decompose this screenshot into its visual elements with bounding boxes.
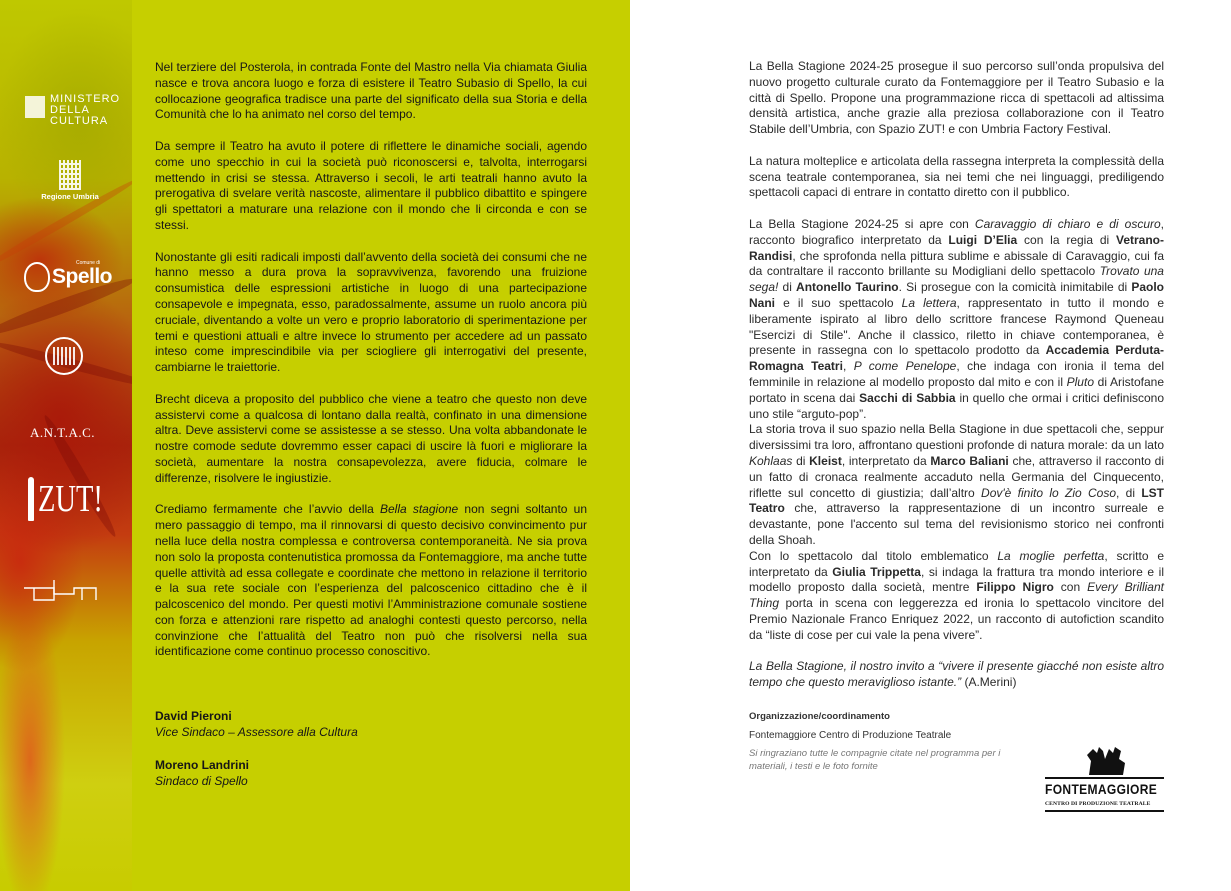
ministero-cultura-logo <box>22 93 132 127</box>
text-run: , racconto biografico interpretato da <box>749 216 1165 247</box>
text-run-italic: La moglie perfetta <box>997 548 1105 563</box>
zut-logo <box>28 475 108 525</box>
text-run-bold: Accademia Perduta-Romagna Teatri <box>749 343 1164 374</box>
text-run: , rappresentato in tutto il mondo e liberamente ispirato al libro dello scrittore francese Raymond Queneau "Esercizi di Stile". Anche il classico, riletto in chiave contemporanea, è presente in rassegna con lo spettacolo prodotto da <box>749 295 1164 358</box>
text-run-bold: LST Teatro <box>749 485 1164 516</box>
paragraph: Nonostante gli esiti radicali imposti dall’avvento della società dei consumi che ne hanno messo a dura prova la sopravvivenza, favorendo una fruizione consumistica delle espressioni artistiche in luogo di una partecipazione consapevole e impegnata, esso, paradossalmente, assume un ruolo ancora più cruciale, diventando a volte un vero e proprio laboratorio di sperimentazione per temi e questioni attuali e altre invece lo strumento per accedere ad un passato inteso come imprescindibile via per sciogliere gli interrogativi del presente, cambiarne le traiettorie. <box>155 249 587 375</box>
text-run: , che sprofonda nella pittura sublime e abissale di Caravaggio, cui fa da contraltare il racconto brillante su Modigliani dello spettacolo <box>749 248 1164 279</box>
paragraph: Brecht diceva a proposito del pubblico che viene a teatro che questo non deve assistervi come a qualcosa di lontano dalla realtà, confinato in una dimensione altra. Deve assistervi come se assistesse a se stesso. Una volta abbandonate le nostre comode sedute dovremmo esser capaci di uscire là fuori e migliorare la società, aumentare la nostra consapevolezza, avere fiducia, colmare le differenze, risolvere le ingiustizie. <box>155 391 587 485</box>
text-run: con <box>1053 580 1088 595</box>
text-run: di <box>778 280 797 295</box>
text-run: Crediamo fermamente che l’avvio della <box>155 502 380 517</box>
regione-umbria-logo <box>20 160 120 205</box>
dgn-logo <box>24 580 104 610</box>
text-run: porta in scena con leggerezza ed ironia lo spettacolo vincitore del Premio Nazionale Franco Enriquez 2022, un racconto di autofiction scandito da “liste di cose per cui vale la pena vivere”. <box>749 596 1164 642</box>
text-run: di Aristofane portato in scena dai <box>749 374 1165 405</box>
closing-quote <box>749 659 1164 691</box>
credits-block <box>749 711 1019 773</box>
text-run-bold: Sacchi di Sabbia <box>859 390 956 405</box>
text-run-bold: Vetrano-Randisi <box>749 232 1164 263</box>
paragraph <box>749 549 1164 644</box>
text-run-bold: Luigi D’Elia <box>948 232 1018 247</box>
text-run: , che indaga con ironia il tema del femminile in relazione al modello proposto dal mito e con il <box>749 359 1165 389</box>
text-run: Con lo spettacolo dal titolo emblematico <box>749 548 998 563</box>
signature-block <box>155 708 358 740</box>
text-run: che, attraverso il racconto di un fatto di cronaca realmente accaduto nella Germania del Cinquecento, riflette sul concetto di giustizia; dall’altro <box>749 453 1165 500</box>
paragraph <box>155 502 587 660</box>
text-run-italic: La lettera <box>901 295 957 310</box>
figure-icon <box>28 477 34 521</box>
paragraph <box>749 422 1164 548</box>
quote-text: La Bella Stagione, il nostro invito a “vivere il presente giacché non esiste altro tempo che questo meraviglioso istante.” <box>749 659 1164 690</box>
signature-block <box>155 757 249 789</box>
divider <box>1045 810 1164 812</box>
credits-thanks: Si ringraziano tutte le compagnie citate nel programma per i materiali, i testi e le foto fornite <box>749 748 1001 772</box>
crest-icon <box>24 262 50 292</box>
paragraph: Da sempre il Teatro ha avuto il potere di riflettere le dinamiche sociali, agendo come uno specchio in cui la società può riconoscersi e, talvolta, interrogarsi mettendo in crisi se stessa. Attraverso i secoli, le arti teatrali hanno avuto la prerogativa di svelare verità nascoste, alimentare il pubblico dibattito e spingere gli spettatori a maturare una relazione con il mondo che li circonda e con se stessi. <box>155 138 587 232</box>
signature-name: Moreno Landrini <box>155 758 249 772</box>
credits-organization: Fontemaggiore Centro di Produzione Teatrale <box>749 730 952 741</box>
flower-photo-strip <box>0 0 132 891</box>
text-run: . Si prosegue con la comicità inimitabile di <box>898 280 1132 295</box>
antac-logo: A.N.T.A.C. <box>30 425 96 440</box>
paragraph: La Bella Stagione 2024-25 prosegue il suo percorso sull’onda propulsiva del nuovo progetto culturale curato da Fontemaggiore per il Teatro Subasio e la città di Spello. Propone una programmazione ricca di spettacoli ad altissima densità artistica, anche grazie alla preziosa collaborazione con il Teatro Stabile dell’Umbria, con Spazio ZUT! e con Umbria Factory Festival. <box>749 59 1164 137</box>
text-run-italic: Bella stagione <box>379 502 459 517</box>
text-run-italic: Dov'è finito lo Zio Coso <box>981 485 1116 500</box>
logo-text: Spello <box>52 265 113 288</box>
dancers-icon <box>1085 745 1127 775</box>
agis-logo <box>45 337 83 375</box>
text-run: in quello che ormai i critici definiscono uno stile “arguto-pop”. <box>749 390 1165 421</box>
paragraph: Nel terziere del Posterola, in contrada Fonte del Mastro nella Via chiamata Giulia nasce e trova ancora luogo e forza di esistere il Teatro Subasio di Spello, la cui collocazione geografica tradisce una parte del significato della sua Storia e della Comunità che lo ha animato nel corso del tempo. <box>155 60 587 122</box>
dgn-mark-icon <box>24 580 104 604</box>
text-run: , scritto e interpretato da <box>749 548 1164 579</box>
logo-text: DELLA <box>50 104 90 116</box>
text-run: La Bella Stagione 2024-25 si apre con <box>749 216 975 231</box>
logo-text: Regione Umbria <box>41 192 99 201</box>
paragraph: La natura molteplice e articolata della rassegna interpreta la complessità della scena teatrale contemporanea, sia nei temi che nei linguaggi, prediligendo spettacoli capaci di entrare in contatto diretto con il pubblico. <box>749 153 1164 200</box>
text-run-italic: Caravaggio di chiaro e di oscuro <box>974 216 1161 231</box>
brand-subtitle: CENTRO DI PRODUZIONE TEATRALE <box>1045 801 1151 807</box>
signature-role: Sindaco di Spello <box>155 774 248 788</box>
brand-name: FONTEMAGGIORE <box>1045 781 1158 797</box>
signature-role: Vice Sindaco – Assessore alla Cultura <box>155 725 358 739</box>
intro-text-column <box>155 60 587 676</box>
text-run: La storia trova il suo spazio nella Bella Stagione in due spettacoli che, seppur diversissimi tra loro, affrontano questioni profonde di natura morale: da un lato <box>749 422 1164 453</box>
text-run-italic: Trovato una sega! <box>749 264 1164 295</box>
season-text-column <box>749 59 1164 707</box>
text-run: , <box>842 359 854 374</box>
paragraph <box>749 217 1164 422</box>
text-run-bold: Kleist <box>809 453 842 468</box>
logo-text: MINISTERO <box>50 93 121 105</box>
text-run: , si indaga la frattura tra mondo interiore e il modello proposto dalla società, mentre <box>749 564 1164 595</box>
text-run: con la regia di <box>1017 232 1116 247</box>
text-run: e il suo spettacolo <box>775 295 902 310</box>
logo-text: Comune di <box>76 260 101 266</box>
quote-author: (A.Merini) <box>961 675 1017 690</box>
text-run: , interpretato da <box>841 453 931 468</box>
mic-mark-icon <box>25 96 45 118</box>
text-run-italic: Kohlaas <box>749 453 793 468</box>
signature-name: David Pieroni <box>155 709 232 723</box>
text-run-bold: Paolo Nani <box>749 280 1165 310</box>
comune-spello-logo <box>22 260 132 294</box>
text-run-italic: P come Penelope <box>853 359 957 374</box>
logo-text: CULTURA <box>50 115 109 127</box>
text-run-bold: Giulia Trippetta <box>832 564 921 579</box>
text-run: che, attraverso la rappresentazione di un incontro surreale e devastante, pone l'accento sul tema del revisionismo storico nei confronti della Shoah. <box>749 501 1164 547</box>
credits-heading: Organizzazione/coordinamento <box>749 711 890 722</box>
logo-text: ZUT! <box>38 478 103 520</box>
text-run-bold: Filippo Nigro <box>976 580 1054 595</box>
agis-mark-icon <box>53 347 75 365</box>
text-run-bold: Marco Baliani <box>930 453 1009 468</box>
divider <box>1045 777 1164 779</box>
fontemaggiore-logo <box>1045 745 1165 820</box>
text-run-italic: Pluto <box>1066 374 1094 389</box>
text-run-italic: Every Brilliant Thing <box>749 580 1164 611</box>
text-run: , di <box>1116 485 1142 500</box>
umbria-grid-icon <box>59 160 81 190</box>
text-run: di <box>792 453 810 468</box>
text-run-bold: Antonello Taurino <box>796 280 899 295</box>
text-run: non segni soltanto un mero passaggio di tempo, ma il rinnovarsi di questo decisivo convincimento pur nella luce della nostra complessa e controversa contemporaneità. Ne sia prova non solo la proposta contenutistica promossa da Fontemaggiore, ma anche tutte quelle attività ad essa collegate e coordinate che mettono in relazione il territorio e la sua rete sociale con l’esperienza del palcoscenico cittadino che è il palcoscenico del mondo. Per questi motivi l’Amministrazione comunale sostiene con forza e attenzioni rare rispetto ad analoghi contesti questo percorso, nella convinzione che l’attualità del Teatro non può che risolversi nella sua identificazione come continuo processo conoscitivo. <box>155 502 588 659</box>
